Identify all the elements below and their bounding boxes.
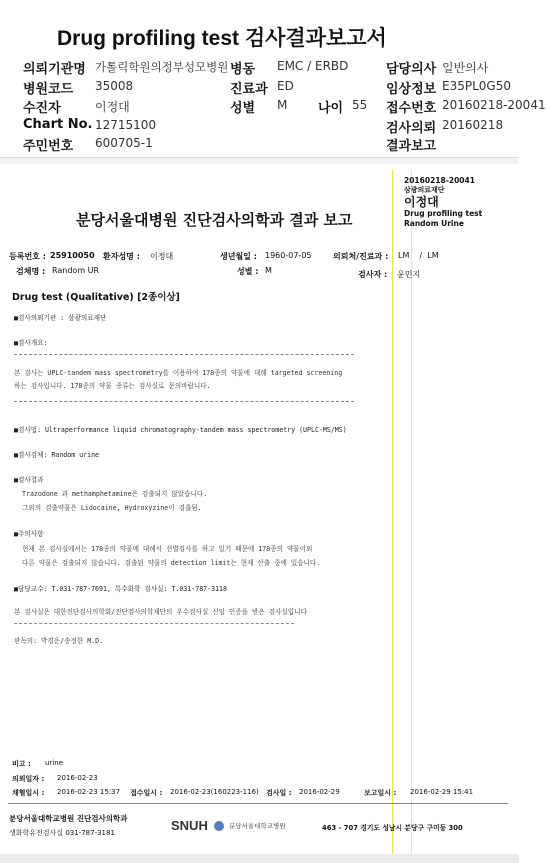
side-receipt-no: 20160218-20041 bbox=[404, 176, 475, 185]
dob-label: 생년월일 : bbox=[220, 252, 257, 261]
label-patient: 수진자 bbox=[23, 101, 61, 116]
reg-label: 등록번호 : bbox=[9, 252, 46, 261]
report-sex-label: 성별 : bbox=[237, 267, 259, 276]
notes-line-1: 현재 본 검사실에서는 178종의 약물에 대해서 선별검사를 하고 있기 때문에 178종의 약물이외 bbox=[22, 545, 313, 553]
collection-label: 채혈일시 : bbox=[12, 789, 45, 797]
footer-address: 463 - 707 경기도 성남시 분당구 구미동 300 bbox=[322, 824, 463, 832]
value-department: ED bbox=[277, 79, 294, 93]
specimen-value: Random UR bbox=[52, 266, 100, 275]
org-line: ■검사의뢰기관 : 삼광의료재단 bbox=[14, 314, 107, 322]
value-hospital-code: 35008 bbox=[95, 79, 134, 93]
technician-value: 윤민지 bbox=[397, 270, 421, 279]
received-value: 2016-02-23(160223-116) bbox=[170, 788, 259, 796]
overview-top-rule bbox=[14, 354, 354, 355]
cert-rule bbox=[14, 623, 294, 624]
label-hospital-code: 병원코드 bbox=[23, 82, 74, 97]
signer-line: 판독의: 박경운/송정한 M.D. bbox=[14, 637, 104, 645]
test-date-label: 검사일 : bbox=[266, 789, 292, 797]
value-chart-no: 12715100 bbox=[95, 118, 157, 132]
collection-value: 2016-02-23 15:37 bbox=[57, 788, 121, 796]
overview-line-1: 본 검사는 UPLC-tandem mass spectrometry를 이용하여 178종의 약물에 대해 targeted screening bbox=[14, 369, 343, 377]
value-patient: 이정대 bbox=[95, 100, 130, 114]
report-sex-value: M bbox=[265, 266, 272, 275]
side-specimen: Random Urine bbox=[404, 219, 464, 228]
value-sex: M bbox=[277, 98, 288, 112]
dob-value: 1960-07-05 bbox=[265, 251, 312, 260]
notes-heading: ■주의사항 bbox=[14, 530, 44, 538]
certification-line: 본 검사실은 대한진단검사의학회/진단검사의학재단의 우수검사실 신임 인증을 받은 검사실입니다 bbox=[14, 608, 307, 616]
bottom-margin bbox=[0, 854, 519, 863]
snuh-logo-subtitle: 분당서울대학교병원 bbox=[229, 822, 286, 830]
result-line-1: Trazodone 과 methamphetamine은 검출되지 않았습니다. bbox=[22, 490, 208, 498]
overview-heading: ■검사개요: bbox=[14, 339, 48, 347]
snuh-logo-mark bbox=[214, 821, 224, 831]
value-test-request: 20160218 bbox=[442, 118, 504, 132]
label-department: 진료과 bbox=[230, 82, 268, 97]
value-age: 55 bbox=[352, 98, 368, 112]
specimen-line: ■검사검체: Random urine bbox=[14, 451, 100, 459]
report-title: Drug profiling test 검사결과보고서 bbox=[57, 27, 387, 50]
label-age: 나이 bbox=[318, 101, 344, 116]
label-ward: 병동 bbox=[230, 62, 256, 77]
footer-rule bbox=[8, 803, 508, 804]
overview-bottom-rule bbox=[14, 401, 354, 402]
side-org: 삼광의료재단 bbox=[404, 186, 445, 194]
technician-label: 검사자 : bbox=[358, 270, 388, 279]
label-receipt-no: 접수번호 bbox=[386, 101, 437, 116]
ward-label: 의뢰처/진료과 : bbox=[333, 252, 389, 261]
patient-name-label: 환자성명 : bbox=[103, 252, 140, 261]
value-institution: 가톨릭학원의정부성모병원 bbox=[95, 60, 229, 74]
yellow-margin-line-1 bbox=[392, 170, 393, 860]
ward-value: LM / LM bbox=[398, 251, 439, 260]
specimen-label: 검체명 : bbox=[16, 267, 46, 276]
request-date-label: 의뢰일자 : bbox=[12, 775, 45, 783]
remark-value: urine bbox=[45, 759, 64, 767]
snuh-logo-text: SNUH bbox=[171, 818, 208, 833]
overview-line-2: 하는 검사입니다. 178종의 약물 종류는 검사실로 문의바랍니다. bbox=[14, 382, 211, 390]
label-test-request: 검사의뢰 bbox=[386, 121, 437, 136]
patient-name-value: 이정대 bbox=[150, 252, 174, 261]
value-ward: EMC / ERBD bbox=[277, 59, 349, 73]
value-doctor: 일반의사 bbox=[442, 61, 489, 75]
label-sex: 성별 bbox=[230, 101, 256, 116]
header-divider bbox=[0, 157, 519, 164]
report-time-value: 2016-02-29 15:41 bbox=[410, 788, 474, 796]
value-resident-no: 600705-1 bbox=[95, 136, 153, 150]
footer-org: 분당서울대학교병원 진단검사의학과 bbox=[9, 814, 128, 823]
notes-line-2: 다른 약물은 검출되지 않습니다. 검출된 약물의 detection limit는 현재 산출 중에 있습니다. bbox=[22, 559, 321, 567]
test-date-value: 2016-02-29 bbox=[299, 788, 340, 796]
method-line: ■검사법: Ultraperformance liquid chromatography-tandem mass spectrometry (UPLC-MS/MS) bbox=[14, 426, 347, 434]
label-result-report: 결과보고 bbox=[386, 139, 437, 154]
request-date-value: 2016-02-23 bbox=[57, 774, 98, 782]
label-institution: 의뢰기관명 bbox=[23, 62, 86, 77]
report-heading: 분당서울대병원 진단검사의학과 결과 보고 bbox=[76, 211, 353, 229]
side-patient-name: 이정대 bbox=[404, 195, 439, 209]
side-test-name: Drug profiling test bbox=[404, 209, 483, 218]
value-receipt-no: 20160218-20041 bbox=[442, 98, 546, 112]
report-time-label: 보고일시 : bbox=[364, 789, 397, 797]
contact-line: ■담당교수: T.031-787-7691, 특수화학 검사실: T.031-787-3118 bbox=[14, 585, 227, 593]
reg-value: 25910050 bbox=[50, 251, 95, 260]
snuh-logo bbox=[171, 815, 286, 834]
label-resident-no: 주민번호 bbox=[23, 139, 74, 154]
received-label: 접수일시 : bbox=[130, 789, 163, 797]
label-chart-no: Chart No. bbox=[23, 117, 93, 132]
label-doctor: 담당의사 bbox=[386, 62, 437, 77]
label-clinical-info: 임상정보 bbox=[386, 82, 437, 97]
result-heading: ■검사결과 bbox=[14, 476, 44, 484]
result-line-2: 그외의 검출약물은 Lidocaine, Hydroxyzine이 검출됨. bbox=[22, 504, 202, 512]
value-clinical-info: E35PL0G50 bbox=[442, 79, 511, 93]
test-title: Drug test (Qualitative) [2종이상] bbox=[12, 292, 180, 303]
footer-lab: 생화학유전검사실 031-787-3181 bbox=[9, 829, 115, 837]
remark-label: 비고 : bbox=[12, 760, 31, 768]
